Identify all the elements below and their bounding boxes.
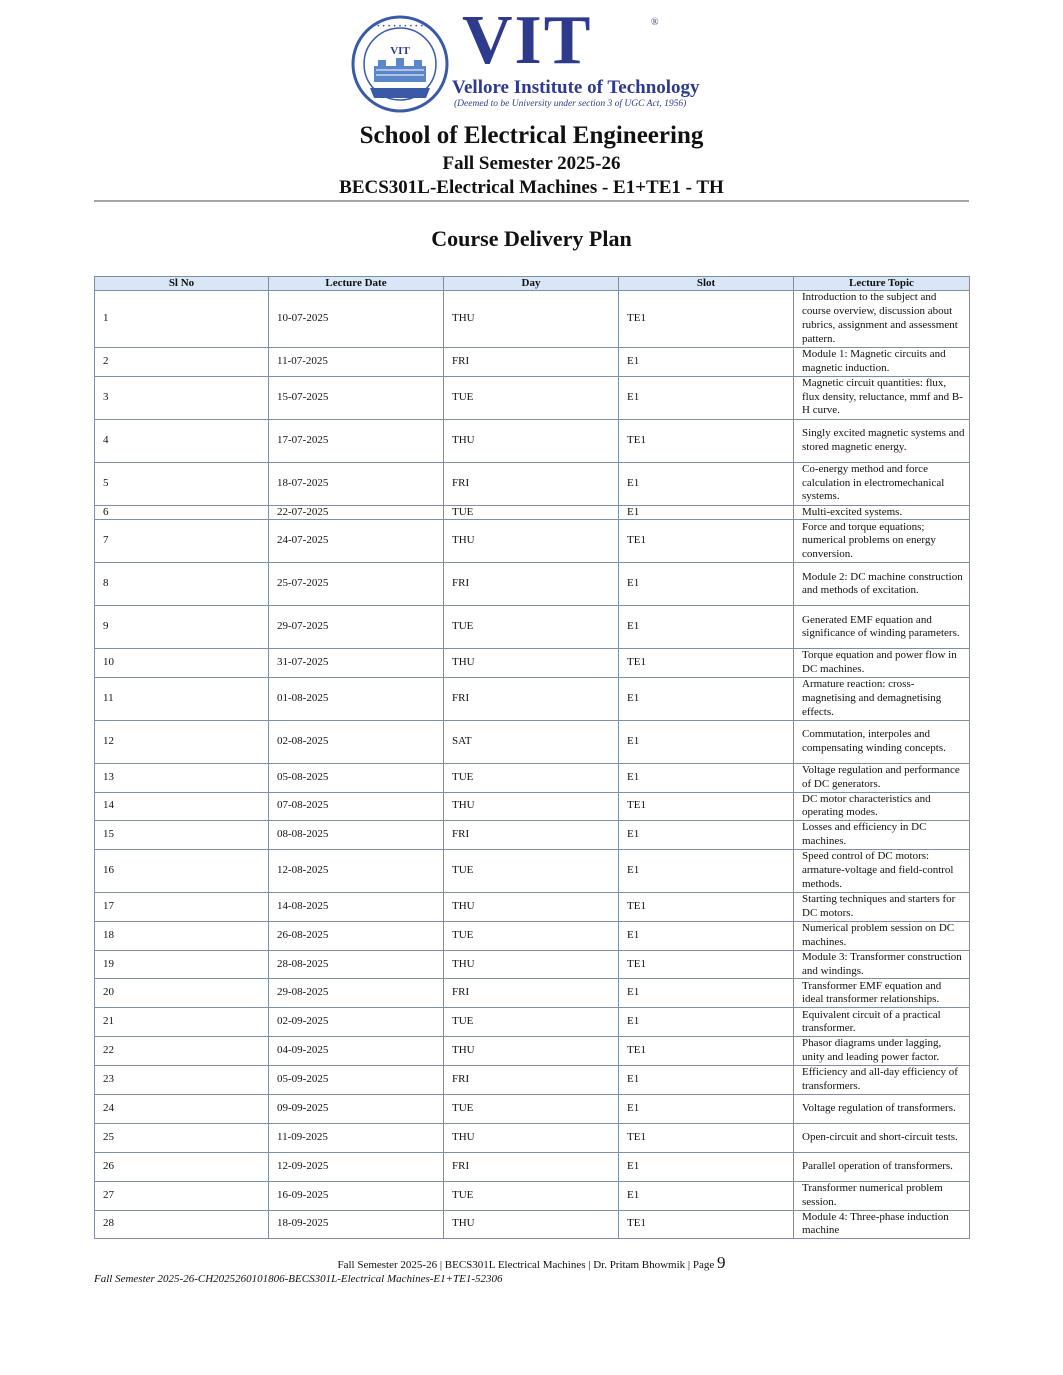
cell-slot: E1 [619, 763, 794, 792]
table-row [95, 763, 970, 792]
table-row [95, 677, 970, 720]
cell-slot: TE1 [619, 291, 794, 348]
cell-sl-no: 13 [95, 763, 269, 792]
cell-lecture-topic: Module 2: DC machine construction and methods of excitation. [794, 563, 970, 606]
cell-slot: E1 [619, 348, 794, 377]
cell-lecture-date: 14-08-2025 [269, 892, 444, 921]
course-delivery-table [94, 276, 970, 1239]
brand-name: VIT [462, 2, 593, 79]
cell-slot: TE1 [619, 892, 794, 921]
plan-title: Course Delivery Plan [431, 226, 632, 251]
cell-sl-no: 1 [95, 291, 269, 348]
cell-day: TUE [444, 1094, 619, 1123]
column-header-lecture-date: Lecture Date [269, 277, 444, 291]
table-row [95, 792, 970, 821]
cell-sl-no: 26 [95, 1152, 269, 1181]
table-row [95, 1123, 970, 1152]
table-body [95, 291, 970, 1239]
cell-lecture-topic: Co-energy method and force calculation in electromechanical systems. [794, 462, 970, 505]
cell-day: SAT [444, 720, 619, 763]
cell-sl-no: 3 [95, 376, 269, 419]
cell-lecture-topic: Efficiency and all-day efficiency of transformers. [794, 1065, 970, 1094]
cell-lecture-topic: Losses and efficiency in DC machines. [794, 821, 970, 850]
table-row [95, 462, 970, 505]
cell-day: TUE [444, 1008, 619, 1037]
cell-sl-no: 16 [95, 849, 269, 892]
cell-slot: TE1 [619, 950, 794, 979]
page-footer [0, 1253, 1063, 1273]
cell-lecture-date: 28-08-2025 [269, 950, 444, 979]
column-header-slot: Slot [619, 277, 794, 291]
cell-day: THU [444, 1123, 619, 1152]
cell-day: THU [444, 291, 619, 348]
cell-slot: E1 [619, 720, 794, 763]
cell-lecture-date: 29-08-2025 [269, 979, 444, 1008]
table-row [95, 950, 970, 979]
cell-sl-no: 20 [95, 979, 269, 1008]
cell-day: TUE [444, 1181, 619, 1210]
cell-lecture-topic: Torque equation and power flow in DC machines. [794, 649, 970, 678]
brand-wordmark [450, 2, 712, 114]
cell-lecture-date: 15-07-2025 [269, 376, 444, 419]
cell-lecture-topic: Open-circuit and short-circuit tests. [794, 1123, 970, 1152]
deemed-university-note: (Deemed to be University under section 3 of UGC Act, 1956) [454, 99, 687, 109]
cell-lecture-topic: Generated EMF equation and significance of winding parameters. [794, 606, 970, 649]
cell-lecture-date: 24-07-2025 [269, 520, 444, 563]
school-title: School of Electrical Engineering [359, 122, 704, 149]
cell-sl-no: 6 [95, 505, 269, 520]
cell-sl-no: 8 [95, 563, 269, 606]
table-row [95, 1181, 970, 1210]
cell-day: FRI [444, 821, 619, 850]
cell-sl-no: 23 [95, 1065, 269, 1094]
cell-lecture-topic: Transformer EMF equation and ideal transformer relationships. [794, 979, 970, 1008]
cell-lecture-date: 18-07-2025 [269, 462, 444, 505]
cell-lecture-topic: DC motor characteristics and operating modes. [794, 792, 970, 821]
cell-day: THU [444, 419, 619, 462]
cell-sl-no: 9 [95, 606, 269, 649]
cell-lecture-topic: Speed control of DC motors: armature-voltage and field-control methods. [794, 849, 970, 892]
cell-lecture-date: 11-07-2025 [269, 348, 444, 377]
table-row [95, 1037, 970, 1066]
column-header-lecture-topic: Lecture Topic [794, 277, 970, 291]
cell-lecture-date: 08-08-2025 [269, 821, 444, 850]
table-row [95, 606, 970, 649]
cell-day: FRI [444, 979, 619, 1008]
cell-lecture-date: 18-09-2025 [269, 1210, 444, 1239]
cell-slot: TE1 [619, 1037, 794, 1066]
footer-text: Fall Semester 2025-26 | BECS301L Electrical Machines | Dr. Pritam Bhowmik | Page [337, 1259, 715, 1271]
cell-day: TUE [444, 376, 619, 419]
cell-slot: E1 [619, 1152, 794, 1181]
vit-logo [350, 2, 710, 114]
cell-sl-no: 18 [95, 921, 269, 950]
cell-lecture-topic: Voltage regulation of transformers. [794, 1094, 970, 1123]
table-row [95, 1008, 970, 1037]
cell-lecture-date: 02-08-2025 [269, 720, 444, 763]
cell-sl-no: 17 [95, 892, 269, 921]
cell-sl-no: 27 [95, 1181, 269, 1210]
cell-sl-no: 22 [95, 1037, 269, 1066]
cell-day: FRI [444, 462, 619, 505]
cell-lecture-topic: Parallel operation of transformers. [794, 1152, 970, 1181]
cell-sl-no: 28 [95, 1210, 269, 1239]
cell-sl-no: 2 [95, 348, 269, 377]
cell-lecture-date: 12-08-2025 [269, 849, 444, 892]
cell-day: THU [444, 892, 619, 921]
table-row [95, 921, 970, 950]
cell-lecture-topic: Introduction to the subject and course overview, discussion about rubrics, assignment and assessment pattern. [794, 291, 970, 348]
cell-slot: TE1 [619, 520, 794, 563]
cell-slot: TE1 [619, 1123, 794, 1152]
cell-lecture-topic: Singly excited magnetic systems and stored magnetic energy. [794, 419, 970, 462]
cell-lecture-topic: Module 1: Magnetic circuits and magnetic induction. [794, 348, 970, 377]
cell-lecture-date: 22-07-2025 [269, 505, 444, 520]
cell-sl-no: 14 [95, 792, 269, 821]
table-row [95, 720, 970, 763]
table-row [95, 849, 970, 892]
table-row [95, 563, 970, 606]
cell-slot: E1 [619, 606, 794, 649]
cell-slot: E1 [619, 979, 794, 1008]
cell-lecture-topic: Equivalent circuit of a practical transformer. [794, 1008, 970, 1037]
cell-sl-no: 25 [95, 1123, 269, 1152]
cell-lecture-topic: Numerical problem session on DC machines. [794, 921, 970, 950]
svg-text:• • • • • • • • •: • • • • • • • • • [376, 23, 424, 30]
table-row [95, 505, 970, 520]
cell-day: THU [444, 792, 619, 821]
cell-sl-no: 11 [95, 677, 269, 720]
cell-slot: E1 [619, 849, 794, 892]
cell-lecture-date: 25-07-2025 [269, 563, 444, 606]
cell-lecture-date: 05-08-2025 [269, 763, 444, 792]
cell-lecture-date: 09-09-2025 [269, 1094, 444, 1123]
cell-lecture-topic: Armature reaction: cross-magnetising and demagnetising effects. [794, 677, 970, 720]
cell-lecture-date: 10-07-2025 [269, 291, 444, 348]
cell-day: TUE [444, 763, 619, 792]
course-title: BECS301L-Electrical Machines - E1+TE1 - TH [339, 177, 724, 198]
cell-day: TUE [444, 849, 619, 892]
cell-sl-no: 12 [95, 720, 269, 763]
cell-lecture-date: 29-07-2025 [269, 606, 444, 649]
cell-lecture-date: 17-07-2025 [269, 419, 444, 462]
table-row [95, 1210, 970, 1239]
table-row [95, 1065, 970, 1094]
cell-lecture-topic: Commutation, interpoles and compensating winding concepts. [794, 720, 970, 763]
cell-slot: E1 [619, 677, 794, 720]
cell-lecture-topic: Module 4: Three-phase induction machine [794, 1210, 970, 1239]
cell-lecture-date: 16-09-2025 [269, 1181, 444, 1210]
cell-lecture-date: 31-07-2025 [269, 649, 444, 678]
cell-slot: E1 [619, 1094, 794, 1123]
table-row [95, 1152, 970, 1181]
cell-slot: E1 [619, 921, 794, 950]
cell-lecture-date: 26-08-2025 [269, 921, 444, 950]
table-row [95, 520, 970, 563]
table-row [95, 821, 970, 850]
cell-day: FRI [444, 563, 619, 606]
cell-day: FRI [444, 677, 619, 720]
table-row [95, 1094, 970, 1123]
cell-slot: E1 [619, 1008, 794, 1037]
cell-lecture-date: 04-09-2025 [269, 1037, 444, 1066]
cell-slot: TE1 [619, 792, 794, 821]
cell-slot: TE1 [619, 1210, 794, 1239]
cell-day: FRI [444, 348, 619, 377]
cell-lecture-date: 05-09-2025 [269, 1065, 444, 1094]
cell-slot: E1 [619, 821, 794, 850]
table-row [95, 348, 970, 377]
cell-lecture-date: 01-08-2025 [269, 677, 444, 720]
cell-lecture-topic: Transformer numerical problem session. [794, 1181, 970, 1210]
registered-mark: ® [651, 17, 659, 28]
table-row [95, 376, 970, 419]
table-row [95, 649, 970, 678]
cell-slot: TE1 [619, 649, 794, 678]
cell-lecture-topic: Phasor diagrams under lagging, unity and leading power factor. [794, 1037, 970, 1066]
cell-sl-no: 7 [95, 520, 269, 563]
table-header-row [95, 277, 970, 291]
semester-title: Fall Semester 2025-26 [442, 153, 621, 174]
table-row [95, 419, 970, 462]
table-row [95, 979, 970, 1008]
cell-lecture-topic: Module 3: Transformer construction and windings. [794, 950, 970, 979]
table-row [95, 291, 970, 348]
cell-slot: E1 [619, 505, 794, 520]
cell-lecture-date: 12-09-2025 [269, 1152, 444, 1181]
cell-sl-no: 19 [95, 950, 269, 979]
cell-lecture-date: 07-08-2025 [269, 792, 444, 821]
cell-slot: E1 [619, 1065, 794, 1094]
cell-lecture-topic: Voltage regulation and performance of DC generators. [794, 763, 970, 792]
cell-sl-no: 21 [95, 1008, 269, 1037]
cell-day: FRI [444, 1065, 619, 1094]
cell-lecture-topic: Force and torque equations; numerical problems on energy conversion. [794, 520, 970, 563]
cell-sl-no: 5 [95, 462, 269, 505]
cell-lecture-topic: Starting techniques and starters for DC motors. [794, 892, 970, 921]
cell-day: TUE [444, 921, 619, 950]
cell-day: TUE [444, 606, 619, 649]
cell-slot: E1 [619, 462, 794, 505]
column-header-day: Day [444, 277, 619, 291]
cell-sl-no: 15 [95, 821, 269, 850]
cell-day: TUE [444, 505, 619, 520]
institute-name: Vellore Institute of Technology [452, 77, 700, 98]
column-header-sl-no: Sl No [95, 277, 269, 291]
cell-day: THU [444, 520, 619, 563]
cell-lecture-topic: Multi-excited systems. [794, 505, 970, 520]
vit-seal-icon [350, 14, 450, 114]
cell-slot: E1 [619, 376, 794, 419]
cell-slot: E1 [619, 1181, 794, 1210]
cell-slot: E1 [619, 563, 794, 606]
document-id: Fall Semester 2025-26-CH2025260101806-BECS301L-Electrical Machines-E1+TE1-52306 [94, 1273, 503, 1285]
cell-lecture-date: 11-09-2025 [269, 1123, 444, 1152]
cell-slot: TE1 [619, 419, 794, 462]
header-divider [94, 200, 969, 202]
seal-label: VIT [390, 45, 410, 57]
cell-sl-no: 4 [95, 419, 269, 462]
cell-lecture-date: 02-09-2025 [269, 1008, 444, 1037]
page-number: 9 [717, 1253, 726, 1272]
cell-day: THU [444, 1210, 619, 1239]
table-row [95, 892, 970, 921]
cell-lecture-topic: Magnetic circuit quantities: flux, flux density, reluctance, mmf and B-H curve. [794, 376, 970, 419]
cell-day: THU [444, 1037, 619, 1066]
cell-sl-no: 10 [95, 649, 269, 678]
cell-sl-no: 24 [95, 1094, 269, 1123]
cell-day: FRI [444, 1152, 619, 1181]
cell-day: THU [444, 950, 619, 979]
cell-day: THU [444, 649, 619, 678]
